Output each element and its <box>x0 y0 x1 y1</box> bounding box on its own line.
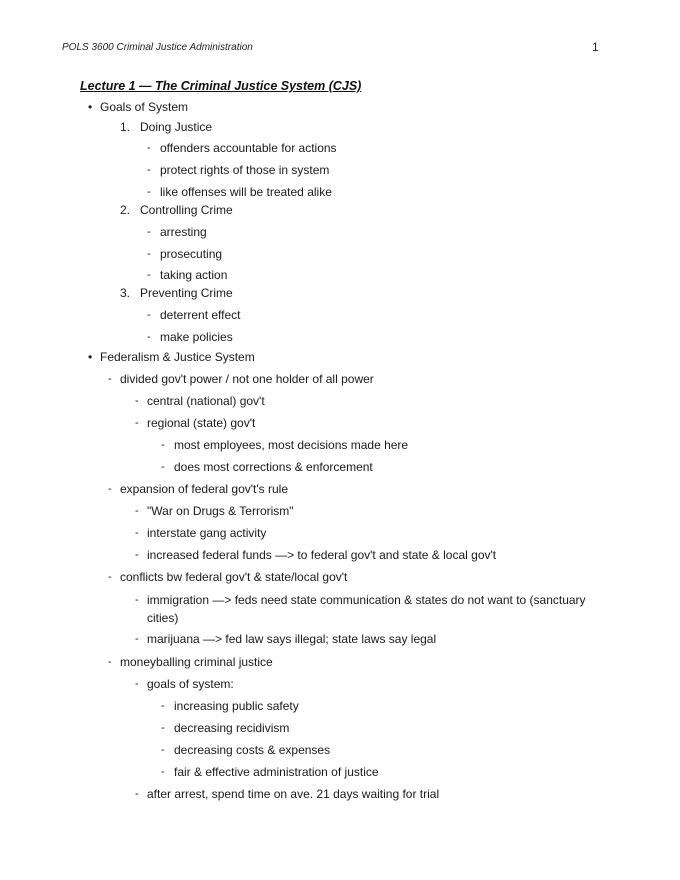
list-number: 1. <box>120 120 131 134</box>
outline-item: Doing Justice <box>140 120 213 134</box>
dash-bullet-icon: - <box>135 633 139 645</box>
dash-bullet-icon: - <box>147 164 151 176</box>
dash-bullet-icon: - <box>161 744 165 756</box>
outline-item: decreasing recidivism <box>174 721 290 735</box>
outline-item: Controlling Crime <box>140 203 233 217</box>
outline-item: protect rights of those in system <box>160 163 330 177</box>
outline-item: like offenses will be treated alike <box>160 185 332 199</box>
outline-item: regional (state) gov't <box>147 416 256 430</box>
outline-item: interstate gang activity <box>147 526 267 540</box>
lecture-title: Lecture 1 — The Criminal Justice System (CJS) <box>80 79 362 93</box>
dash-bullet-icon: - <box>161 766 165 778</box>
page-number: 1 <box>592 40 599 54</box>
outline-item: increasing public safety <box>174 699 299 713</box>
outline-item: after arrest, spend time on ave. 21 days waiting for trial <box>147 787 440 801</box>
dash-bullet-icon: - <box>147 309 151 321</box>
outline-item: Goals of System <box>100 100 189 114</box>
outline-item: arresting <box>160 225 207 239</box>
dash-bullet-icon: - <box>147 186 151 198</box>
outline-item: cities) <box>147 611 179 625</box>
dash-bullet-icon: - <box>161 461 165 473</box>
outline-item: offenders accountable for actions <box>160 141 337 155</box>
dash-bullet-icon: - <box>147 226 151 238</box>
outline-item: goals of system: <box>147 677 234 691</box>
outline-item: expansion of federal gov't's rule <box>120 482 289 496</box>
bullet-icon: • <box>88 100 93 114</box>
outline-item: does most corrections & enforcement <box>174 460 373 474</box>
dash-bullet-icon: - <box>135 594 139 606</box>
dash-bullet-icon: - <box>147 331 151 343</box>
list-number: 3. <box>120 286 131 300</box>
outline-item: Federalism & Justice System <box>100 350 255 364</box>
outline-item: increased federal funds —> to federal gov't and state & local gov't <box>147 548 497 562</box>
outline-item: immigration —> feds need state communication & states do not want to (sanctuary <box>147 593 586 607</box>
bullet-icon: • <box>88 350 93 364</box>
outline-item: conflicts bw federal gov't & state/local gov't <box>120 570 348 584</box>
dash-bullet-icon: - <box>147 269 151 281</box>
running-header: POLS 3600 Criminal Justice Administration <box>62 42 253 53</box>
outline-item: moneyballing criminal justice <box>120 655 273 669</box>
outline-item: fair & effective administration of justice <box>174 765 379 779</box>
outline-item: taking action <box>160 268 228 282</box>
dash-bullet-icon: - <box>108 571 112 583</box>
dash-bullet-icon: - <box>135 505 139 517</box>
dash-bullet-icon: - <box>147 248 151 260</box>
dash-bullet-icon: - <box>108 483 112 495</box>
outline-item: make policies <box>160 330 233 344</box>
dash-bullet-icon: - <box>161 439 165 451</box>
dash-bullet-icon: - <box>161 700 165 712</box>
outline-item: deterrent effect <box>160 308 241 322</box>
dash-bullet-icon: - <box>135 527 139 539</box>
dash-bullet-icon: - <box>108 373 112 385</box>
dash-bullet-icon: - <box>147 142 151 154</box>
outline-item: Preventing Crime <box>140 286 233 300</box>
dash-bullet-icon: - <box>135 395 139 407</box>
outline-item: marijuana —> fed law says illegal; state laws say legal <box>147 632 437 646</box>
outline-item: decreasing costs & expenses <box>174 743 331 757</box>
dash-bullet-icon: - <box>135 678 139 690</box>
dash-bullet-icon: - <box>135 417 139 429</box>
outline-item: most employees, most decisions made here <box>174 438 409 452</box>
outline-item: prosecuting <box>160 247 223 261</box>
dash-bullet-icon: - <box>135 788 139 800</box>
dash-bullet-icon: - <box>161 722 165 734</box>
outline-item: divided gov't power / not one holder of all power <box>120 372 374 386</box>
dash-bullet-icon: - <box>135 549 139 561</box>
outline-item: central (national) gov't <box>147 394 265 408</box>
outline-item: "War on Drugs & Terrorism" <box>147 504 294 518</box>
list-number: 2. <box>120 203 131 217</box>
dash-bullet-icon: - <box>108 656 112 668</box>
